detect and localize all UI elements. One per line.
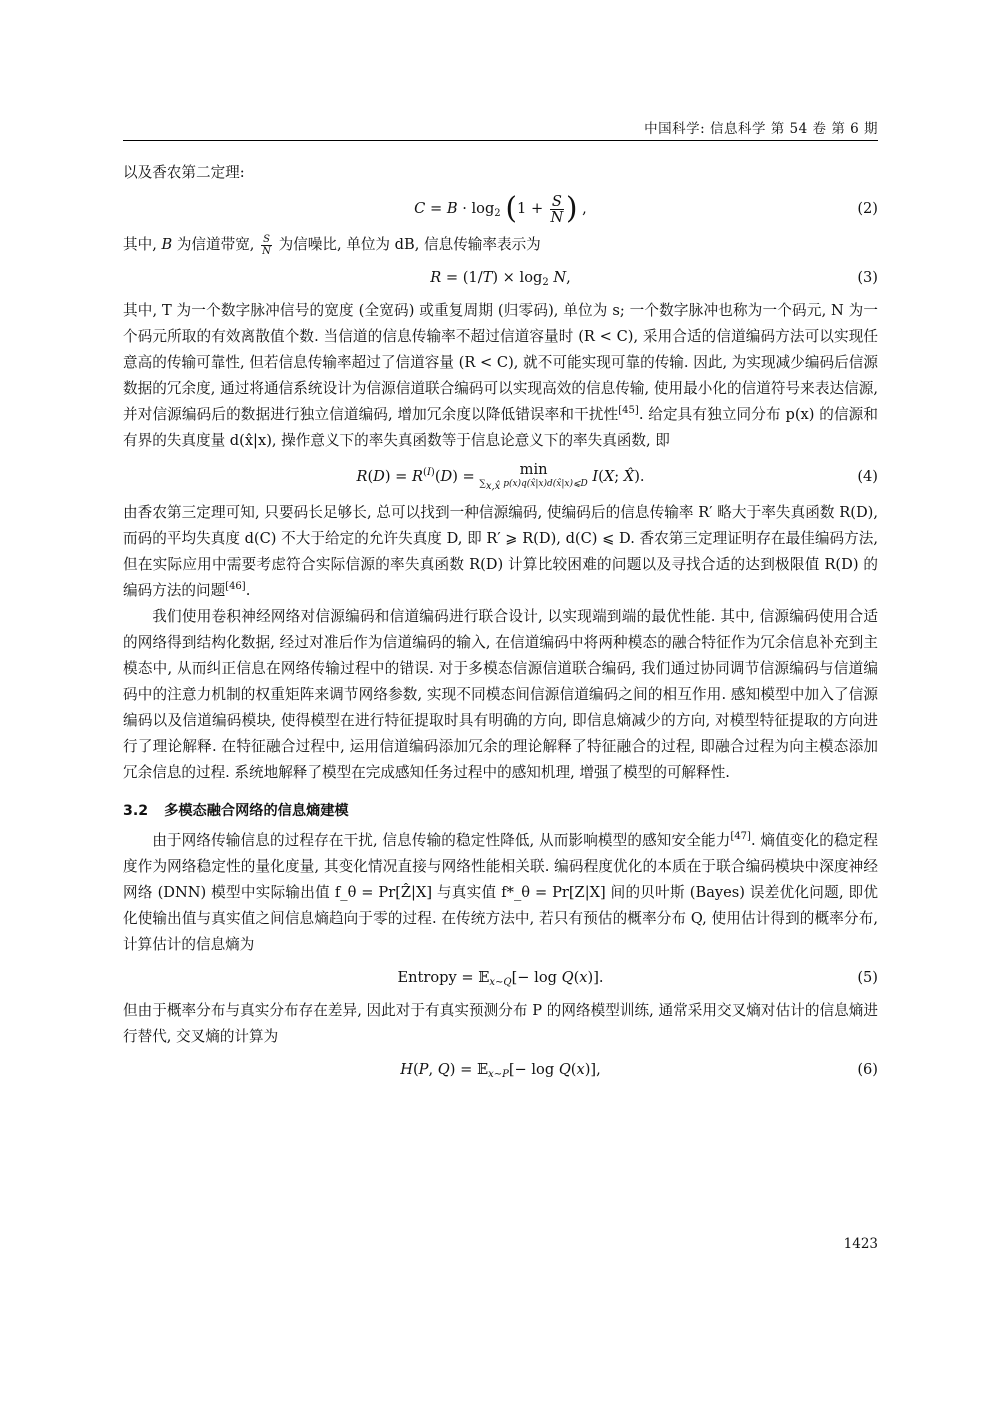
section-title: 多模态融合网络的信息熵建模 — [164, 803, 349, 819]
paragraph-cross-entropy: 但由于概率分布与真实分布存在差异, 因此对于有真实预测分布 P 的网络模型训练, 通常采用交叉熵对估计的信息熵进行替代, 交叉熵的计算为 — [123, 1002, 878, 1045]
paragraph-cnn-design: 我们使用卷积神经网络对信源编码和信道编码进行联合设计, 以实现端到端的最优性能. 其中, 信源编码使用合适的网络得到结构化数据, 经过对准后作为信道编码的输入, 在信道编码中将两种模态的融合特征作为冗余信息补充到主模态中, 从而纠正信息在网络传输过程中的错误. 对于多模态信源信道联合编码, 我们通过协同调节信源编码与信道编码中的注意力机制的权重矩阵来调节网络参数, 实现不同模态间信源信道编码之间的相互作用. 感知模型中加入了信源编码以及信道编码模块, 使得模型在进行特征提取时具有明确的方向, 即信息熵减少的方向, 对模型特征提取的方向进行了理论解释. 在特征融合过程中, 运用信道编码添加冗余的理论解释了特征融合的过程, 即融合过程为向主模态添加冗余信息的过程. 系统地解释了模型在完成感知任务过程中的感知机理, 增强了模型的可解释性. — [123, 608, 878, 781]
paragraph-entropy-modeling: 由于网络传输信息的过程存在干扰, 信息传输的稳定性降低, 从而影响模型的感知安全能力[47]. 熵值变化的稳定程度作为网络稳定性的量化度量, 其变化情况直接与网络性能相关联. 编码程度优化的本质在于联合编码模块中深度神经网络 (DNN) 模型中实际输出值 f_θ = Pr[Ẑ|X] 与真实值 f*_θ = Pr[Z|X] 间的贝叶斯 (Bayes) 误差优化问题, 即优化使输出值与真实值之间信息熵趋向于零的过程. 在传统方法中, 若只有预估的概率分布 Q, 使用估计得到的概率分布, 计算估计的信息熵为 — [123, 831, 879, 953]
equation-5: Entropy = 𝔼$_{x\sim Q}$[− log Q(x)]. (5) — [123, 958, 878, 998]
paragraph-channel-coding: 其中, T 为一个数字脉冲信号的宽度 (全宽码) 或重复周期 (归零码), 单位为 s; 一个数字脉冲也称为一个码元, N 为一个码元所取的有效离散值个数. 当信道的信息传输率不超过信道容量时 (R < C), 采用合适的信道编码方法可以实现任意高的传输可靠性, 但若信息传输率超过了信道容量 (R < C), 就不可能实现可靠的传输. 因此, 为实现减少编码后信源数据的冗余度, 通过将通信系统设计为信源信道联合编码可以实现高效的信息传输, 使用最小化的信道符号来表达信源, 并对信源编码后的数据进行独立信道编码, 增加冗余度以降低错误率和干扰性[45]. 给定具有独立同分布 p(x) 的信源和有界的失真度量 d(x̂|x), 操作意义下的率失真函数等于信息论意义下的率失真函数, 即 — [123, 302, 878, 449]
section-heading — [123, 798, 878, 824]
header-rule — [123, 140, 878, 141]
equation-5-number: (5) — [857, 969, 878, 986]
paragraph-shannon-third: 由香农第三定理可知, 只要码长足够长, 总可以找到一种信源编码, 使编码后的信息传输率 R′ 略大于率失真函数 R(D), 而码的平均失真度 d(C) 不大于给定的允许失真度 D, 即 R′ ⩾ R(D), d(C) ⩽ D. 香农第三定理证明存在最佳编码方法, 但在实际应用中需要考虑符合实际信源的率失真函数 R(D) 计算比较困难的问题以及寻找合适的达到极限值 R(D) 的编码方法的问题[46]. — [123, 504, 878, 599]
equation-2: $C = B \cdot \log_2 (1$ + $\frac{S}{N}$ ) , (2) — [123, 186, 878, 232]
equation-6-number: (6) — [857, 1061, 878, 1078]
equation-4-number: (4) — [857, 468, 878, 485]
paragraph-eq2-explanation: 其中, B 为信道带宽, $\frac{S}{N}$ 为信噪比, 单位为 dB, 信息传输率表示为 — [123, 233, 541, 257]
paragraph-intro: 以及香农第二定理: — [123, 164, 245, 181]
citation-47: [47] — [730, 831, 751, 842]
equation-3-number: (3) — [857, 269, 878, 286]
equation-3: $R = (1/T) \times \log_2 N$, (3) — [123, 258, 878, 298]
equation-6: H(P, Q) = 𝔼$_{x\sim P}$[− log Q(x)], (6) — [123, 1050, 878, 1090]
citation-46: [46] — [225, 581, 246, 592]
running-header: 中国科学: 信息科学 第 54 卷 第 6 期 — [644, 121, 878, 137]
page-body — [123, 160, 878, 1090]
entropy-label: Entropy — [397, 969, 457, 986]
citation-45: [45] — [618, 405, 639, 416]
equation-4: $R(D) = R^{(I)}(D)$ = min $\sum_{x,x̂}$ p(x)q(x̂|x)d(x̂|x)⩽D I(X; X̂). (4) — [123, 454, 878, 500]
equation-2-number: (2) — [857, 200, 878, 217]
section-number: 3.2 — [123, 803, 149, 819]
page-number: 1423 — [843, 1236, 878, 1252]
